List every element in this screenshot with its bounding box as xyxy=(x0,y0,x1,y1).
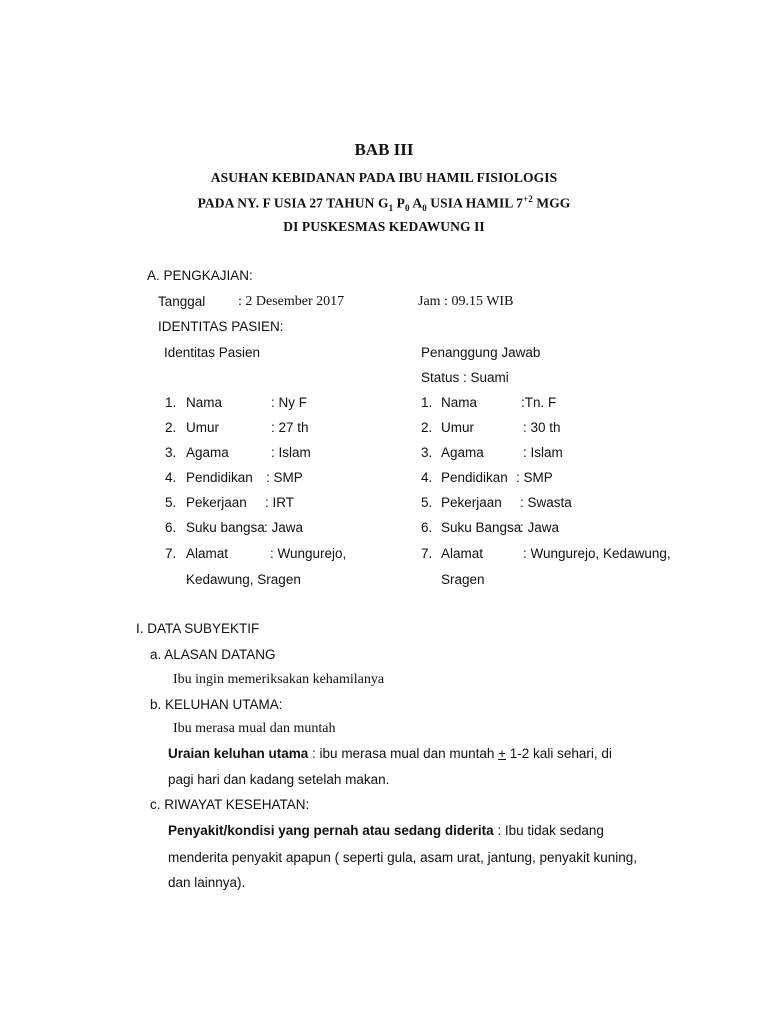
guardian-row-value: : SMP xyxy=(516,470,553,485)
guardian-row-num: 7. xyxy=(421,546,433,561)
guardian-row-num: 5. xyxy=(421,495,433,510)
uraian-keluhan-line2: pagi hari dan kadang setelah makan. xyxy=(168,772,390,787)
patient-row-label: Agama xyxy=(186,445,229,460)
guardian-row-num: 2. xyxy=(421,420,433,435)
guardian-row-num: 4. xyxy=(421,470,433,485)
patient-row-label: Suku bangsa xyxy=(186,520,265,535)
patient-alamat-continued: Kedawung, Sragen xyxy=(186,572,301,587)
guardian-row-num: 1. xyxy=(421,395,433,410)
guardian-row-value: :Tn. F xyxy=(521,395,557,410)
keluhan-utama-text: Ibu merasa mual dan muntah xyxy=(173,721,336,736)
guardian-row-label: Umur xyxy=(441,420,474,435)
section-data-subyektif-title: I. DATA SUBYEKTIF xyxy=(136,621,260,636)
guardian-row-label: Alamat xyxy=(441,546,484,561)
patient-row-value: : SMP xyxy=(266,470,303,485)
guardian-row-value: : Swasta xyxy=(520,495,572,510)
patient-row-label: Nama xyxy=(186,395,223,410)
guardian-row-label: Pendidikan xyxy=(441,470,508,485)
guardian-row-value: : 30 th xyxy=(523,420,561,435)
penyakit-line1: Penyakit/kondisi yang pernah atau sedang diderita : Ibu tidak sedang xyxy=(168,823,604,838)
patient-heading: Identitas Pasien xyxy=(164,345,261,360)
guardian-alamat-continued: Sragen xyxy=(441,572,485,587)
patient-row-value: : Jawa xyxy=(264,520,304,535)
patient-row-num: 5. xyxy=(165,495,177,510)
uraian-keluhan-line1: Uraian keluhan utama : ibu merasa mual dan muntah + 1-2 kali sehari, di xyxy=(168,746,612,761)
tanggal-value: : 2 Desember 2017 xyxy=(238,294,345,309)
document-title-line1: ASUHAN KEBIDANAN PADA IBU HAMIL FISIOLOGIS xyxy=(210,170,558,185)
chapter-title: BAB III xyxy=(354,140,414,159)
patient-row-num: 7. xyxy=(165,546,177,561)
identitas-pasien-heading: IDENTITAS PASIEN: xyxy=(158,319,284,334)
guardian-status: Status : Suami xyxy=(421,370,509,385)
document-title-line3: DI PUSKESMAS KEDAWUNG II xyxy=(283,219,485,234)
patient-row-num: 6. xyxy=(165,520,177,535)
patient-row-label: Umur xyxy=(186,420,219,435)
section-pengkajian-title: A. PENGKAJIAN: xyxy=(147,268,253,283)
patient-row-num: 2. xyxy=(165,420,177,435)
guardian-row-label: Suku Bangsa xyxy=(441,520,522,535)
alasan-datang-text: Ibu ingin memeriksakan kehamilanya xyxy=(173,672,385,687)
patient-row-value: : Islam xyxy=(271,445,311,460)
riwayat-kesehatan-heading: c. RIWAYAT KESEHATAN: xyxy=(150,797,310,812)
patient-row-label: Pekerjaan xyxy=(186,495,247,510)
penyakit-line3: dan lainnya). xyxy=(168,875,246,890)
guardian-row-label: Agama xyxy=(441,445,484,460)
patient-row-value: : IRT xyxy=(265,495,295,510)
jam-value: Jam : 09.15 WIB xyxy=(418,294,514,309)
patient-row-num: 4. xyxy=(165,470,177,485)
patient-row-value: : Wungurejo, xyxy=(270,546,347,561)
alasan-datang-heading: a. ALASAN DATANG xyxy=(150,647,276,662)
patient-row-label: Pendidikan xyxy=(186,470,253,485)
tanggal-label: Tanggal xyxy=(158,294,206,309)
guardian-heading: Penanggung Jawab xyxy=(421,345,541,360)
document-title-line2: PADA NY. F USIA 27 TAHUN $G_1$ $P_0$ $A_0$ USIA HAMIL $7^{+2}$ MGG xyxy=(197,194,571,214)
patient-row-value: : 27 th xyxy=(271,420,309,435)
guardian-row-value: : Jawa xyxy=(520,520,560,535)
patient-row-label: Alamat xyxy=(186,546,229,561)
guardian-row-num: 6. xyxy=(421,520,433,535)
patient-row-num: 1. xyxy=(165,395,177,410)
guardian-row-label: Pekerjaan xyxy=(441,495,502,510)
keluhan-utama-heading: b. KELUHAN UTAMA: xyxy=(150,697,283,712)
patient-row-value: : Ny F xyxy=(271,395,307,410)
patient-row-num: 3. xyxy=(165,445,177,460)
guardian-row-num: 3. xyxy=(421,445,433,460)
guardian-row-label: Nama xyxy=(441,395,478,410)
guardian-row-value: : Islam xyxy=(523,445,563,460)
guardian-row-value: : Wungurejo, Kedawung, xyxy=(523,546,671,561)
penyakit-line2: menderita penyakit apapun ( seperti gula, asam urat, jantung, penyakit kuning, xyxy=(168,850,638,865)
